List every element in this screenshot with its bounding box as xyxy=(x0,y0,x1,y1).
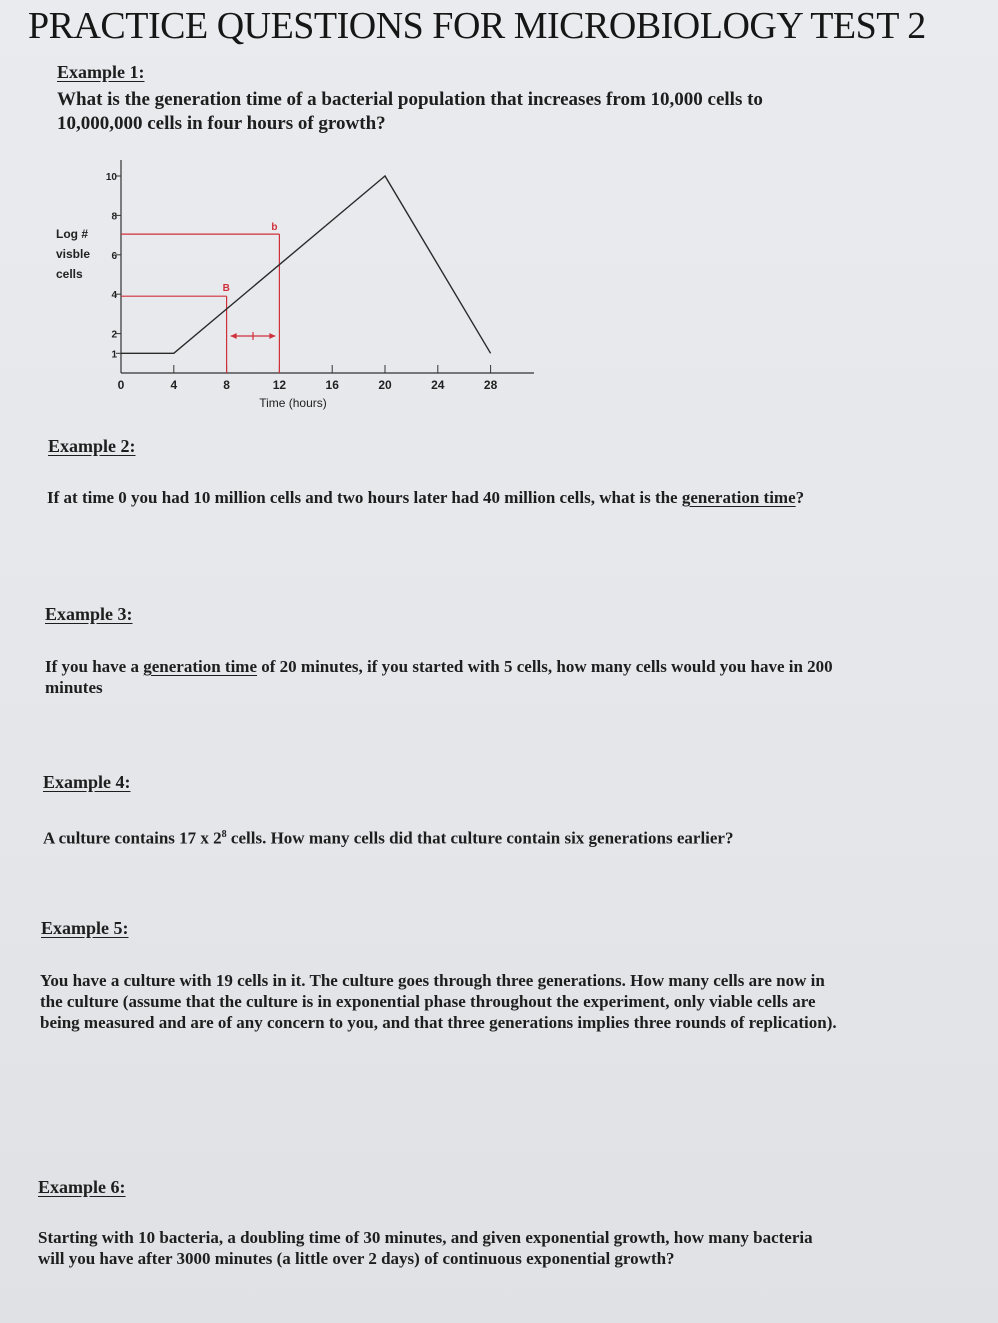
example-2-label: Example 2: xyxy=(48,436,136,456)
example-1-label: Example 1: xyxy=(57,62,145,82)
x-axis-label: Time (hours) xyxy=(259,396,327,410)
x-tick-label: 8 xyxy=(223,378,230,392)
example-5-label: Example 5: xyxy=(41,918,129,938)
x-tick-label: 4 xyxy=(170,378,178,392)
example-6-question: Starting with 10 bacteria, a doubling time of 30 minutes, and given exponential growth, how many bacteria will you have after 3000 minutes (a little over 2 days) of continuous exponential growth? xyxy=(38,1228,813,1268)
x-tick-label: 0 xyxy=(117,378,125,392)
y-tick-label: 4 xyxy=(111,290,117,302)
annotation-b-label: b xyxy=(271,222,278,234)
example-4-label: Example 4: xyxy=(43,772,131,792)
y-tick-label: 6 xyxy=(111,250,117,262)
example-4-question: A culture contains 17 x $2^8$ cells. How many cells did that culture contain six generations earlier? xyxy=(43,828,734,848)
y-axis-label-line: Log # xyxy=(56,227,88,241)
y-axis-label-line: cells xyxy=(56,267,83,281)
y-axis-label-line: visble xyxy=(56,247,91,261)
x-tick-label: 28 xyxy=(483,378,498,392)
y-tick-label: 2 xyxy=(111,329,117,341)
x-tick-label: 12 xyxy=(272,378,287,392)
example-6-label: Example 6: xyxy=(38,1177,126,1197)
growth-curve-line xyxy=(121,176,491,353)
y-tick-label: 1 xyxy=(111,349,117,361)
example-3-label: Example 3: xyxy=(45,604,133,624)
y-tick-label: 8 xyxy=(111,211,117,223)
x-tick-label: 16 xyxy=(325,378,339,392)
annotation-B-label: B xyxy=(222,283,230,295)
growth-curve-chart xyxy=(50,160,550,420)
y-tick-label: 10 xyxy=(105,172,117,183)
x-tick-label: 24 xyxy=(431,378,445,392)
page-title: PRACTICE QUESTIONS FOR MICROBIOLOGY TEST 2 xyxy=(28,5,926,47)
y-axis-label xyxy=(56,227,90,281)
x-tick-label: 20 xyxy=(378,378,392,392)
example-1-question: What is the generation time of a bacterial population that increases from 10,000 cells to 10,000,000 cells in four hours of growth? xyxy=(57,89,763,134)
example-2-question: If at time 0 you had 10 million cells and two hours later had 40 million cells, what is the generation time? xyxy=(47,488,805,507)
interval-arrow-head-left xyxy=(231,333,237,339)
example-3-question: If you have a generation time of 20 minutes, if you started with 5 cells, how many cells would you have in 200 minutes xyxy=(45,657,833,697)
example-5-question: You have a culture with 19 cells in it. The culture goes through three generations. How many cells are now in the culture (assume that the culture is in exponential phase throughout the experiment, only viable cells are being measured and are of any concern to you, and that three generations implies three rounds of replication). xyxy=(40,971,837,1032)
interval-arrow-head-right xyxy=(269,333,275,339)
